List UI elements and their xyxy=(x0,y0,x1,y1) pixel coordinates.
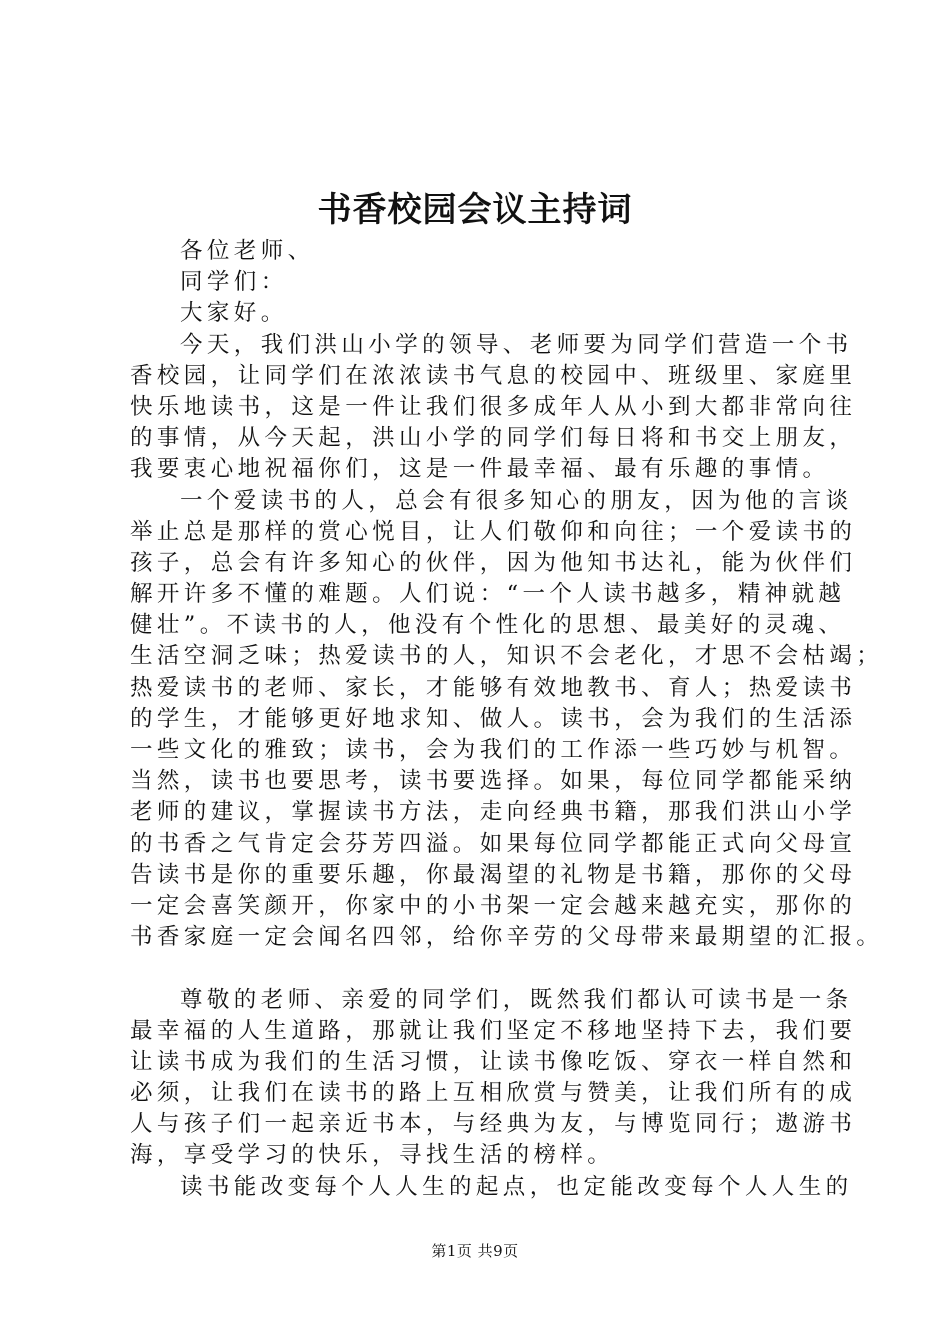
greeting-line: 同学们： xyxy=(180,269,288,296)
text-line: 的事情，从今天起，洪山小学的同学们每日将和书交上朋友， xyxy=(130,425,857,452)
text-line: 举止总是那样的赏心悦目，让人们敬仰和向往；一个爱读书的 xyxy=(130,518,857,545)
text-line: 的学生，才能够更好地求知、做人。读书，会为我们的生活添 xyxy=(130,705,857,732)
text-line: 当然，读书也要思考，读书要选择。如果，每位同学都能采纳 xyxy=(130,768,857,795)
text-line: 书香家庭一定会闻名四邻，给你辛劳的父母带来最期望的汇报。 xyxy=(130,924,884,951)
text-line: 海，享受学习的快乐，寻找生活的榜样。 xyxy=(130,1142,615,1169)
text-line: 尊敬的老师、亲爱的同学们，既然我们都认可读书是一条 xyxy=(180,986,853,1013)
text-line: 让读书成为我们的生活习惯，让读书像吃饭、穿衣一样自然和 xyxy=(130,1048,857,1075)
text-line: 的书香之气肯定会芬芳四溢。如果每位同学都能正式向父母宣 xyxy=(130,830,857,857)
document-title: 书香校园会议主持词 xyxy=(317,190,633,230)
text-line: 我要衷心地祝福你们，这是一件最幸福、最有乐趣的事情。 xyxy=(130,456,830,483)
document-body xyxy=(130,236,884,1203)
text-line: 人与孩子们一起亲近书本，与经典为友，与博览同行；遨游书 xyxy=(130,1111,857,1138)
paragraph-4 xyxy=(130,1172,853,1203)
text-line: 热爱读书的老师、家长，才能够有效地教书、育人；热爱读书 xyxy=(130,674,857,701)
paragraph-3 xyxy=(130,985,857,1172)
text-line: 最幸福的人生道路，那就让我们坚定不移地坚持下去，我们要 xyxy=(130,1017,857,1044)
text-line: 一些文化的雅致；读书，会为我们的工作添一些巧妙与机智。 xyxy=(130,737,857,763)
paragraph-1 xyxy=(130,330,857,486)
paragraph-2 xyxy=(130,486,884,954)
text-line: 孩子，总会有许多知心的伙伴，因为他知书达礼，能为伙伴们 xyxy=(130,549,857,576)
text-line: 一个爱读书的人，总会有很多知心的朋友，因为他的言谈 xyxy=(180,487,853,514)
greeting-line: 大家好。 xyxy=(180,300,288,327)
text-line: 解开许多不懂的难题。人们说：“一个人读书越多，精神就越 xyxy=(130,581,846,608)
text-line: 必须，让我们在读书的路上互相欣赏与赞美，让我们所有的成 xyxy=(130,1080,857,1107)
text-line: 老师的建议，掌握读书方法，走向经典书籍，那我们洪山小学 xyxy=(130,799,857,826)
text-line: 告读书是你的重要乐趣，你最渴望的礼物是书籍，那你的父母 xyxy=(130,861,857,888)
page-number-footer: 第1页 共9页 xyxy=(431,1242,519,1260)
paragraph-spacer xyxy=(130,953,840,984)
text-line: 健壮”。不读书的人，他没有个性化的思想、最美好的灵魂、 xyxy=(130,612,846,639)
text-line: 快乐地读书，这是一件让我们很多成年人从小到大都非常向往 xyxy=(130,393,857,420)
text-line: 香校园，让同学们在浓浓读书气息的校园中、班级里、家庭里 xyxy=(130,362,857,389)
text-line: 生活空洞乏味；热爱读书的人，知识不会老化，才思不会枯竭； xyxy=(130,643,884,670)
greeting-line: 各位老师、 xyxy=(180,238,315,264)
text-line: 读书能改变每个人人生的起点，也定能改变每个人人生的 xyxy=(180,1173,853,1200)
text-line: 一定会喜笑颜开，你家中的小书架一定会越来越充实，那你的 xyxy=(130,892,857,919)
text-line: 今天，我们洪山小学的领导、老师要为同学们营造一个书 xyxy=(180,331,853,358)
